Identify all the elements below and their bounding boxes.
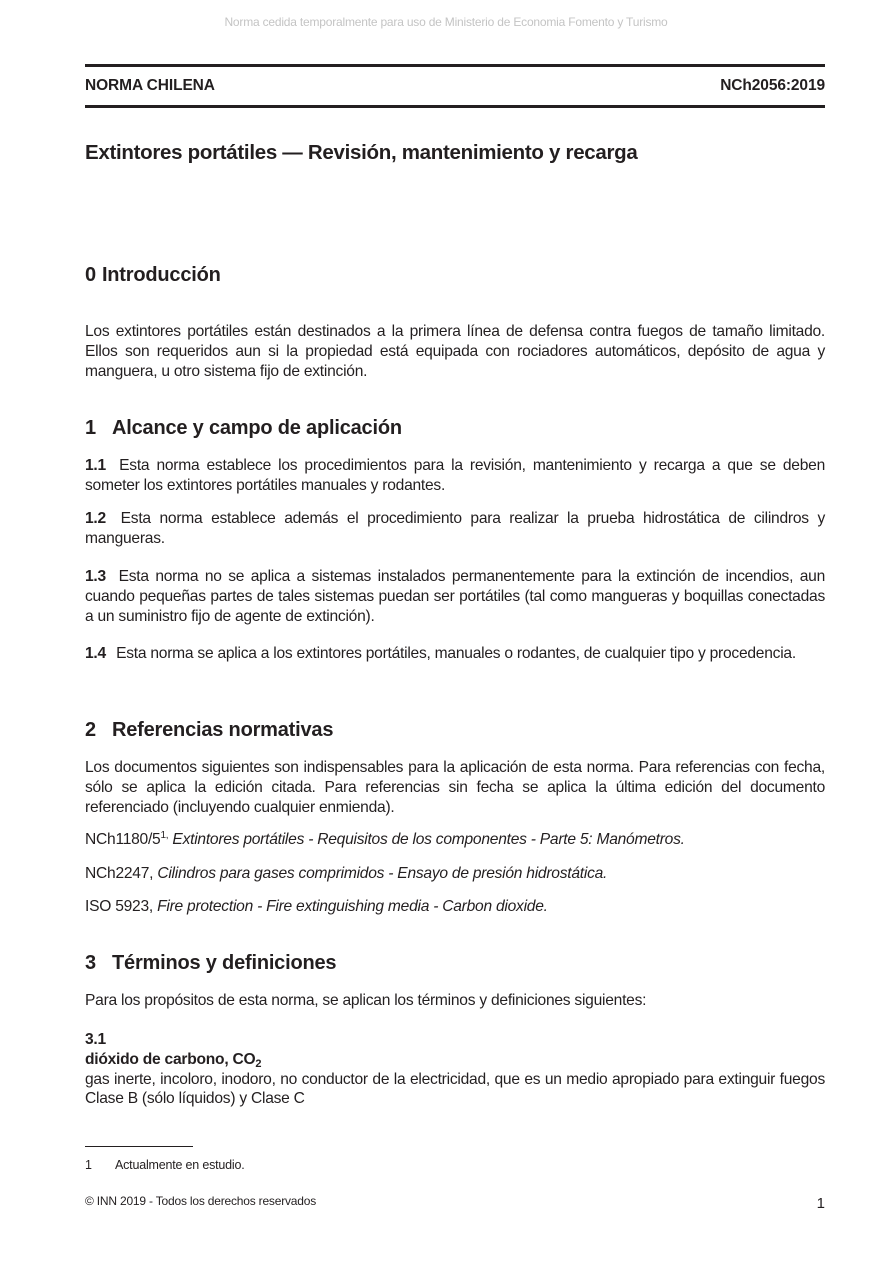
clause-1-4: [85, 644, 825, 664]
footnote-text: Actualmente en estudio.: [115, 1158, 245, 1172]
document-title: Extintores portátiles — Revisión, mantenimiento y recarga: [85, 141, 638, 164]
reference-item: [85, 864, 825, 884]
reference-title: Cilindros para gases comprimidos - Ensayo de presión hidrostática.: [157, 865, 608, 882]
clause-text: Esta norma no se aplica a sistemas instalados permanentemente para la extinción de incendios, aun cuando pequeñas partes de tales sistemas puedan ser portátiles (tal como mangueras y boquillas conectadas a un suministro fijo de agente de extinción).: [85, 568, 825, 625]
section-number: 2: [85, 719, 96, 741]
watermark: Norma cedida temporalmente para uso de Ministerio de Economia Fomento y Turismo: [224, 15, 668, 29]
reference-item: [85, 897, 825, 917]
reference-separator: ,: [165, 830, 169, 841]
section-number: 3: [85, 952, 96, 974]
footnote: [85, 1158, 245, 1172]
section-heading-scope: [85, 417, 402, 440]
reference-code: ISO 5923: [85, 898, 149, 915]
clause-text: Esta norma establece los procedimientos para la revisión, mantenimiento y recarga a que se deben someter los extintores portátiles manuales y rodantes.: [85, 457, 825, 494]
reference-code: NCh1180/5: [85, 831, 161, 848]
clause-text: Esta norma establece además el procedimiento para realizar la prueba hidrostática de cilindros y mangueras.: [85, 510, 825, 547]
page-number: 1: [816, 1195, 825, 1212]
reference-title: Extintores portátiles - Requisitos de los componentes - Parte 5: Manómetros.: [172, 831, 685, 848]
clause-number: 1.3: [85, 568, 106, 585]
header-rule-top: [85, 64, 825, 67]
section-title: Introducción: [101, 264, 221, 286]
header-norm-code: NCh2056:2019: [720, 77, 825, 94]
footnote-number: 1: [85, 1158, 92, 1172]
reference-separator: ,: [149, 865, 154, 882]
clause-number: 1.4: [85, 645, 106, 662]
section-title: Referencias normativas: [112, 719, 334, 741]
clause-1-2: [85, 509, 825, 549]
reference-code: NCh2247: [85, 865, 150, 882]
section-heading-references: [85, 719, 333, 742]
term-name-subscript: 2: [255, 1057, 262, 1070]
term-name: [85, 1050, 825, 1070]
section-heading-introduction: [85, 264, 221, 287]
references-paragraph: Los documentos siguientes son indispensables para la aplicación de esta norma. Para referencias con fecha, sólo se aplica la edición citada. Para referencias sin fecha se aplica la última edición del documento referenciado (incluyendo cualquier enmienda).: [85, 759, 825, 816]
copyright-notice: © INN 2019 - Todos los derechos reservados: [85, 1194, 317, 1208]
section-number: 0: [85, 264, 96, 286]
term-name-text: dióxido de carbono, CO: [85, 1050, 256, 1068]
clause-1-3: [85, 567, 825, 626]
header-rule-bottom: [85, 105, 825, 108]
reference-item: [85, 830, 825, 850]
clause-1-1: [85, 456, 825, 496]
section-number: 1: [85, 417, 96, 439]
footnote-separator: [85, 1146, 193, 1147]
term-entry: [85, 1030, 825, 1109]
section-title: Términos y definiciones: [112, 952, 337, 974]
term-definition: gas inerte, incoloro, inodoro, no conductor de la electricidad, que es un medio apropiado para extinguir fuegos Clase B (sólo líquidos) y Clase C: [85, 1070, 825, 1108]
footnote-marker[interactable]: 1: [160, 830, 166, 841]
reference-title: Fire protection - Fire extinguishing media - Carbon dioxide.: [157, 898, 548, 915]
clause-text: Esta norma se aplica a los extintores portátiles, manuales o rodantes, de cualquier tipo y procedencia.: [116, 645, 796, 662]
term-number: 3.1: [85, 1031, 106, 1048]
clause-number: 1.1: [85, 457, 106, 474]
introduction-paragraph: Los extintores portátiles están destinados a la primera línea de defensa contra fuegos de tamaño limitado. Ellos son requeridos aun si la propiedad está equipada con rociadores automáticos, depósito de agua y manguera, u otro sistema fijo de extinción.: [85, 323, 825, 380]
header-norm-label: NORMA CHILENA: [85, 77, 215, 94]
section-heading-terms: [85, 952, 336, 975]
terms-paragraph: Para los propósitos de esta norma, se aplican los términos y definiciones siguientes:: [85, 992, 647, 1009]
section-title: Alcance y campo de aplicación: [112, 417, 402, 439]
reference-separator: ,: [148, 898, 153, 915]
clause-number: 1.2: [85, 510, 106, 527]
